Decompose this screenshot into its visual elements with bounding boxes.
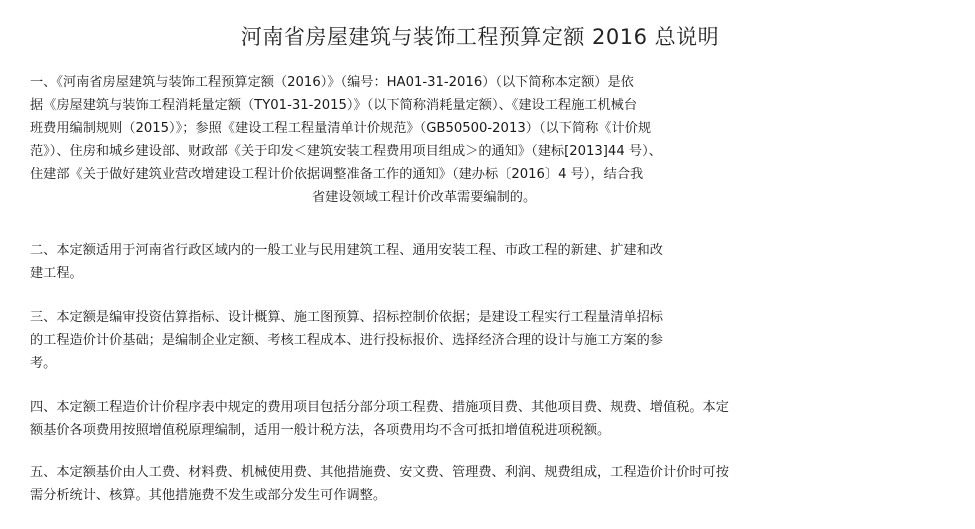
paragraph-line: 范》）、住房和城乡建设部、财政部《关于印发＜建筑安装工程费用项目组成＞的通知》（建标[2013]44 号）、	[30, 144, 662, 159]
paragraph-line: 二、本定额适用于河南省行政区域内的一般工业与民用建筑工程、通用安装工程、市政工程的新建、扩建和改	[30, 243, 663, 258]
document-title: 河南省房屋建筑与装饰工程预算定额 2016 总说明	[240, 25, 720, 49]
paragraph-line: 据《房屋建筑与装饰工程消耗量定额（TY01-31-2015）》（以下简称消耗量定额）、《建设工程施工机械台	[30, 98, 638, 113]
paragraph-line: 考。	[30, 356, 57, 371]
paragraph-line: 三、本定额是编审投资估算指标、设计概算、施工图预算、招标控制价依据；是建设工程实行工程量清单招标	[30, 310, 663, 325]
paragraph-2	[30, 239, 663, 285]
paragraph-line: 建工程。	[30, 266, 83, 281]
paragraph-line: 一、《河南省房屋建筑与装饰工程预算定额（2016）》（编号：HA01-31-2016）（以下简称本定额）是依	[30, 75, 634, 90]
paragraph-3	[30, 306, 663, 375]
paragraph-5	[30, 461, 729, 507]
paragraph-line: 五、本定额基价由人工费、材料费、机械使用费、其他措施费、安文费、管理费、利润、规费组成，工程造价计价时可按	[30, 465, 729, 480]
paragraph-line: 班费用编制规则（2015）》；参照《建设工程工程量清单计价规范》（GB50500-2013）（以下简称《计价规	[30, 121, 652, 136]
paragraph-line: 的工程造价计价基础；是编制企业定额、考核工程成本、进行投标报价、选择经济合理的设计与施工方案的参	[30, 333, 663, 348]
paragraph-4	[30, 396, 729, 442]
paragraph-line: 四、本定额工程造价计价程序表中规定的费用项目包括分部分项工程费、措施项目费、其他项目费、规费、增值税。本定	[30, 400, 729, 415]
paragraph-line: 住建部《关于做好建筑业营改增建设工程计价依据调整准备工作的通知》（建办标〔2016〕4 号），结合我	[30, 167, 644, 182]
paragraph-1	[30, 71, 662, 209]
paragraph-line: 额基价各项费用按照增值税原理编制，适用一般计税方法，各项费用均不含可抵扣增值税进项税额。	[30, 423, 611, 438]
paragraph-line: 省建设领域工程计价改革需要编制的。	[312, 190, 537, 205]
paragraph-line: 需分析统计、核算。其他措施费不发生或部分发生可作调整。	[30, 488, 387, 503]
